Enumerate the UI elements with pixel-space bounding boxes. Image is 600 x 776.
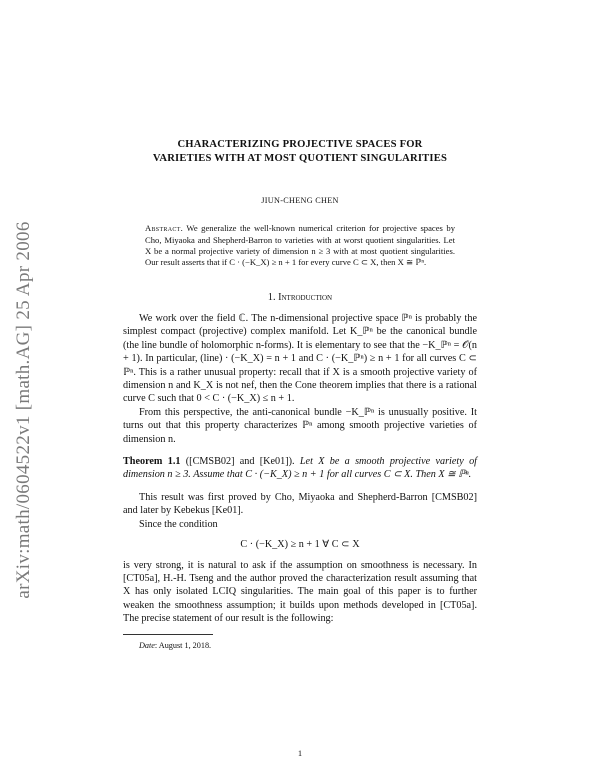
footnote-date-value: : August 1, 2018. — [154, 640, 212, 650]
footnote-date — [123, 639, 477, 652]
section-heading — [123, 291, 477, 304]
paragraph-perspective: From this perspective, the anti-canonical bundle −K_ℙⁿ is unusually positive. It turns out that this property characterizes ℙⁿ among smooth projective varieties of dimension n. — [123, 406, 477, 445]
title-line-1: CHARACTERIZING PROJECTIVE SPACES FOR — [177, 139, 423, 150]
title-line-2: VARIETIES WITH AT MOST QUOTIENT SINGULARITIES — [152, 153, 448, 164]
footnote-rule — [123, 634, 213, 635]
arxiv-identifier-text: arXiv:math/0604522v1 [math.AG] 25 Apr 2006 — [13, 221, 34, 599]
arxiv-identifier — [4, 160, 44, 660]
abstract — [145, 223, 455, 268]
abstract-text: We generalize the well-known numerical criterion for projective spaces by Cho, Miyaoka and Shepherd-Barron to varieties with at worst quotient singularities. Let X be a normal projective variety of dimension n ≥ 3 with at most quotient singularities. Our result asserts that if C · (−K_X) ≥ n + 1 for every curve C ⊂ X, then X ≅ ℙⁿ. — [145, 223, 455, 268]
section-title: Introduction — [278, 291, 333, 303]
paragraph-intro: We work over the field ℂ. The n-dimensional projective space ℙⁿ is probably the simplest compact (projective) complex manifold. Let K_ℙⁿ be the canonical bundle (the line bundle of holomorphic n-forms). It is elementary to see that the −K_ℙⁿ = 𝒪(n + 1). In particular, (line) · (−K_X) = n + 1 and C · (−K_ℙⁿ) ≥ n + 1 for all curves C ⊂ ℙⁿ. This is a rather unusual property: recall that if X is a smooth projective variety of dimension n and K_X is not nef, then the Cone theorem implies that there is a rational curve C such that 0 < C · (−K_X) ≤ n + 1. — [123, 313, 477, 405]
theorem-citation: ([CMSB02] and [Ke01]). — [185, 456, 295, 468]
theorem-1-1 — [123, 455, 477, 482]
theorem-statement: Let X be a smooth projective variety of dimension n ≥ 3. Assume that C · (−K_X) ≥ n + 1 for all curves C ⊂ X. Then X ≅ ℙⁿ. — [123, 456, 477, 481]
paragraph-history: This result was first proved by Cho, Miyaoka and Shepherd-Barron [CMSB02] and later by Kebekus [Ke01]. — [123, 491, 477, 517]
abstract-label: Abstract. — [145, 223, 184, 234]
display-equation: C · (−K_X) ≥ n + 1 ∀ C ⊂ X — [240, 539, 360, 551]
author-name: JIUN-CHENG CHEN — [261, 196, 339, 205]
paragraph-goal: is very strong, it is natural to ask if the assumption on smoothness is necessary. In [CT05a], H.-H. Tseng and the author proved the characterization result assuming that X has only isolated LCIQ singularities. The main goal of this paper is to further weaken the smoothness assumption; it builds upon methods developed in [CT05a]. The precise statement of our result is the following: — [123, 559, 477, 625]
section-number: 1. — [267, 291, 276, 303]
page-number: 1 — [297, 748, 303, 758]
paper-title — [123, 138, 477, 166]
footnote-date-label: Date — [139, 640, 155, 650]
paragraph-condition: Since the condition — [139, 518, 218, 530]
paper-page — [123, 138, 477, 652]
theorem-label: Theorem 1.1 — [123, 456, 181, 468]
